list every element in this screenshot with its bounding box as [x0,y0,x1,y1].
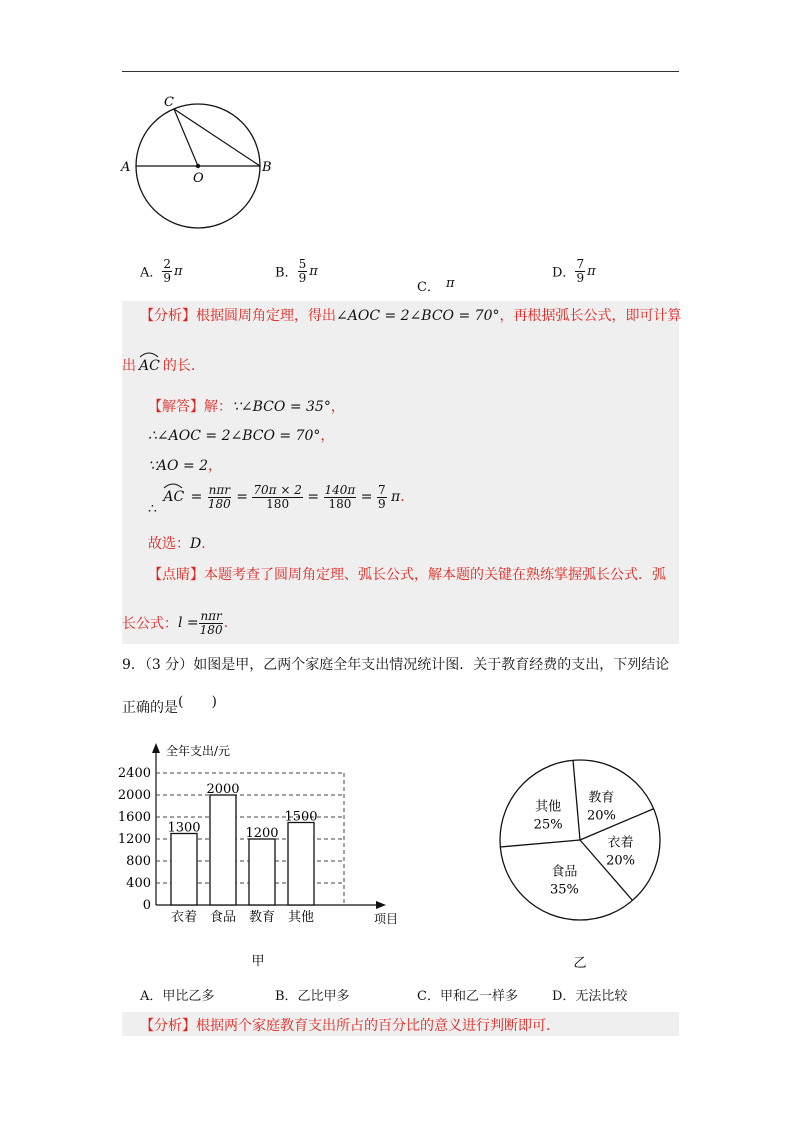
y-tick-label: 0 [142,898,151,913]
q8-option-c[interactable]: C． π [417,276,455,295]
y-tick-label: 1200 [117,832,151,847]
bar-value-label: 1500 [284,809,318,825]
arc-ac-label: AC [163,489,184,505]
q8-option-d[interactable]: D． $\frac{7}{9}$ π [552,257,596,285]
q8-comment-line2: 长公式：l = $\frac{\text{nπr}}{180}$ . [122,609,229,637]
q8-option-a[interactable]: A． $\frac{2}{9}$ π [140,257,183,285]
y-axis-arrow [152,743,160,753]
pie-slices [500,760,660,920]
chord-cb [174,109,260,166]
pie-slice-percent: 20% [606,853,635,869]
formula-fraction-4: $\frac{7}{9}$ [377,483,386,511]
label-c: C [164,95,174,110]
y-tick-label: 400 [126,876,151,891]
bar-衣着 [171,834,197,906]
q8-solution-step3: ∵AO = 2， [148,458,223,474]
q8-solution-step1: 【解答】解：∵∠BCO = 35°， [148,399,345,415]
formula-fraction-3: $\frac{140\pi}{180}$ [324,483,356,511]
arc-ac-label: AC [139,358,160,374]
bar-chart-caption: 甲 [251,954,265,969]
pie-chart-caption: 乙 [573,956,587,971]
category-label: 其他 [287,910,315,925]
q9-stem-line1: 9．（3 分）如图是甲，乙两个家庭全年支出情况统计图．关于教育经费的支出，下列结论 [122,657,670,673]
q8-comment-line1: 【点睛】本题考查了圆周角定理、弧长公式，解本题的关键在熟练掌握弧长公式．弧 [148,567,666,583]
y-tick-label: 800 [126,854,151,869]
x-category-labels [171,909,314,925]
y-axis [152,743,160,905]
q9-option-b[interactable]: B．乙比甲多 [275,989,350,1004]
pie-slice-percent: 35% [549,882,579,898]
bar-value-label: 1300 [167,820,201,836]
bar-value-label: 1200 [245,826,279,841]
q9-stem-line2: 正确的是( ) [122,694,217,716]
arc-length-fraction: $\frac{\text{nπr}}{180}$ [199,609,223,637]
y-tick-labels [118,766,151,913]
pie-slice-percent: 25% [533,817,563,833]
category-label: 教育 [248,910,276,925]
pie-slice-label: 食品 [551,864,578,880]
q9-option-a[interactable]: A．甲比乙多 [140,989,215,1004]
bar-教育 [249,839,275,905]
center-point [196,164,200,168]
label-b: B [262,160,272,175]
option-a-fraction: $\frac{2}{9}$ [163,257,172,285]
q8-analysis-line1: 【分析】根据圆周角定理，得出∠AOC = 2∠BCO = 70°，再根据弧长公式，即可计算 [140,308,682,324]
circle-figure [115,88,285,233]
y-tick-label: 1600 [117,810,151,825]
pie-slice-label: 教育 [588,790,615,806]
label-a: A [121,160,131,175]
bar-chart-jia [116,740,406,975]
q9-analysis: 【分析】根据两个家庭教育支出所占的百分比的意义进行判断即可. [140,1018,551,1034]
header-rule [122,71,679,72]
option-b-fraction: $\frac{5}{9}$ [298,257,307,285]
x-axis-arrow [376,901,386,909]
formula-fraction-1: $\frac{\text{nπr}}{180}$ [207,483,231,511]
bar-食品 [210,795,236,905]
category-label: 衣着 [170,910,198,925]
pie-slice-label: 衣着 [607,835,634,851]
q8-option-b[interactable]: B． $\frac{5}{9}$ π [275,257,318,285]
option-d-fraction: $\frac{7}{9}$ [576,257,585,285]
answer-paren[interactable]: ( ) [178,694,217,710]
q8-solution-step4: ∴ AC = $\frac{\text{nπr}}{180}$ = $\frac{70\pi \times 2}{180}$ = $\frac{140\pi}{180}$ = $\frac{7}{9}$ π. [148,483,405,518]
q9-option-d[interactable]: D．无法比较 [552,989,628,1004]
x-axis-title: 项目 [374,912,399,926]
label-o: O [193,171,204,186]
bar-其他 [288,823,314,906]
y-axis-title: 全年支出/元 [166,744,231,758]
q9-option-c[interactable]: C．甲和乙一样多 [417,989,518,1004]
formula-fraction-2: $\frac{70\pi \times 2}{180}$ [253,483,302,511]
q8-analysis-line2: 出 AC 的长. [122,355,195,375]
bar-value-label: 2000 [206,782,240,797]
category-label: 食品 [209,910,237,925]
q8-solution-step2: ∴∠AOC = 2∠BCO = 70°， [148,428,335,444]
q8-solution-choice: 故选：D. [148,536,206,552]
pie-slice-percent: 20% [586,808,616,824]
y-tick-label: 2400 [117,766,151,781]
y-tick-label: 2000 [117,788,151,803]
pie-chart-yi [490,752,675,977]
pie-slice-label: 其他 [535,799,562,815]
